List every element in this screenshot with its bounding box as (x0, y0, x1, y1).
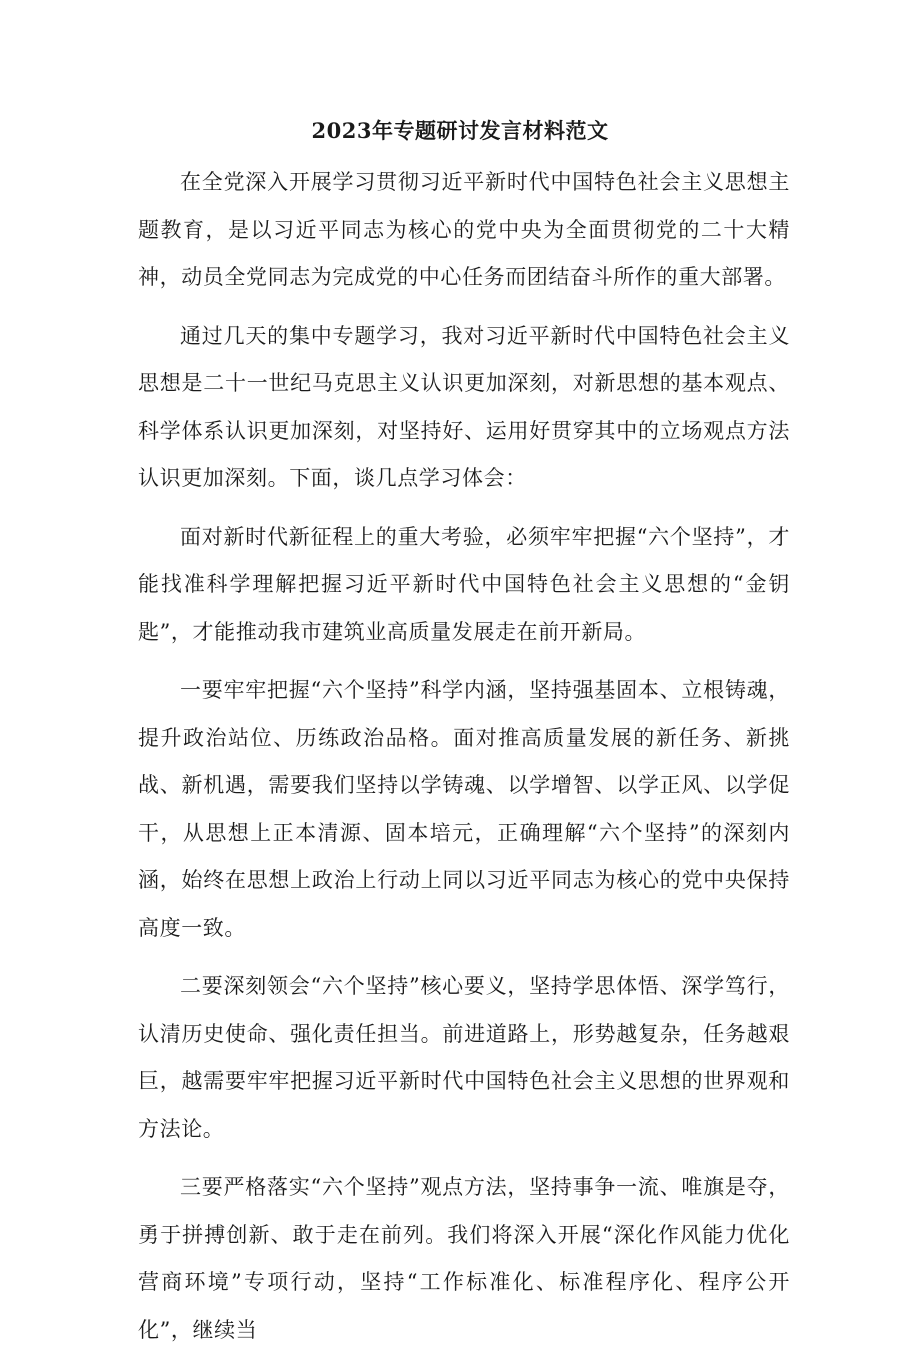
paragraph-learning: 通过几天的集中专题学习，我对习近平新时代中国特色社会主义思想是二十一世纪马克思主义认识更加深刻，对新思想的基本观点、科学体系认识更加深刻，对坚持好、运用好贯穿其中的立场观点方法认识更加深刻。下面，谈几点学习体会： (138, 323, 790, 490)
paragraph-point-two: 二要深刻领会“六个坚持”核心要义，坚持学思体悟、深学笃行，认清历史使命、强化责任担当。前进道路上，形势越复杂，任务越艰巨，越需要牢牢把握习近平新时代中国特色社会主义思想的世界观和方法论。 (138, 974, 790, 1141)
document-body (138, 159, 790, 1365)
paragraph-point-three: 三要严格落实“六个坚持”观点方法，坚持事争一流、唯旗是夺，勇于拼搏创新、敢于走在前列。我们将深入开展“深化作风能力优化营商环境”专项行动，坚持“工作标准化、标准程序化、程序公开化”，继续当 (138, 1175, 790, 1342)
document-title: 2023年专题研讨发言材料范文 (311, 118, 609, 143)
paragraph-point-one: 一要牢牢把握“六个坚持”科学内涵，坚持强基固本、立根铸魂，提升政治站位、历练政治品格。面对推高质量发展的新任务、新挑战、新机遇，需要我们坚持以学铸魂、以学增智、以学正风、以学促干，从思想上正本清源、固本培元，正确理解“六个坚持”的深刻内涵，始终在思想上政治上行动上同以习近平同志为核心的党中央保持高度一致。 (138, 678, 790, 940)
paragraph-six-adherences: 面对新时代新征程上的重大考验，必须牢牢把握“六个坚持”，才能找准科学理解把握习近平新时代中国特色社会主义思想的“金钥匙”，才能推动我市建筑业高质量发展走在前开新局。 (138, 524, 790, 644)
paragraph-intro: 在全党深入开展学习贯彻习近平新时代中国特色社会主义思想主题教育，是以习近平同志为核心的党中央为全面贯彻党的二十大精神，动员全党同志为完成党的中心任务而团结奋斗所作的重大部署。 (138, 170, 790, 289)
